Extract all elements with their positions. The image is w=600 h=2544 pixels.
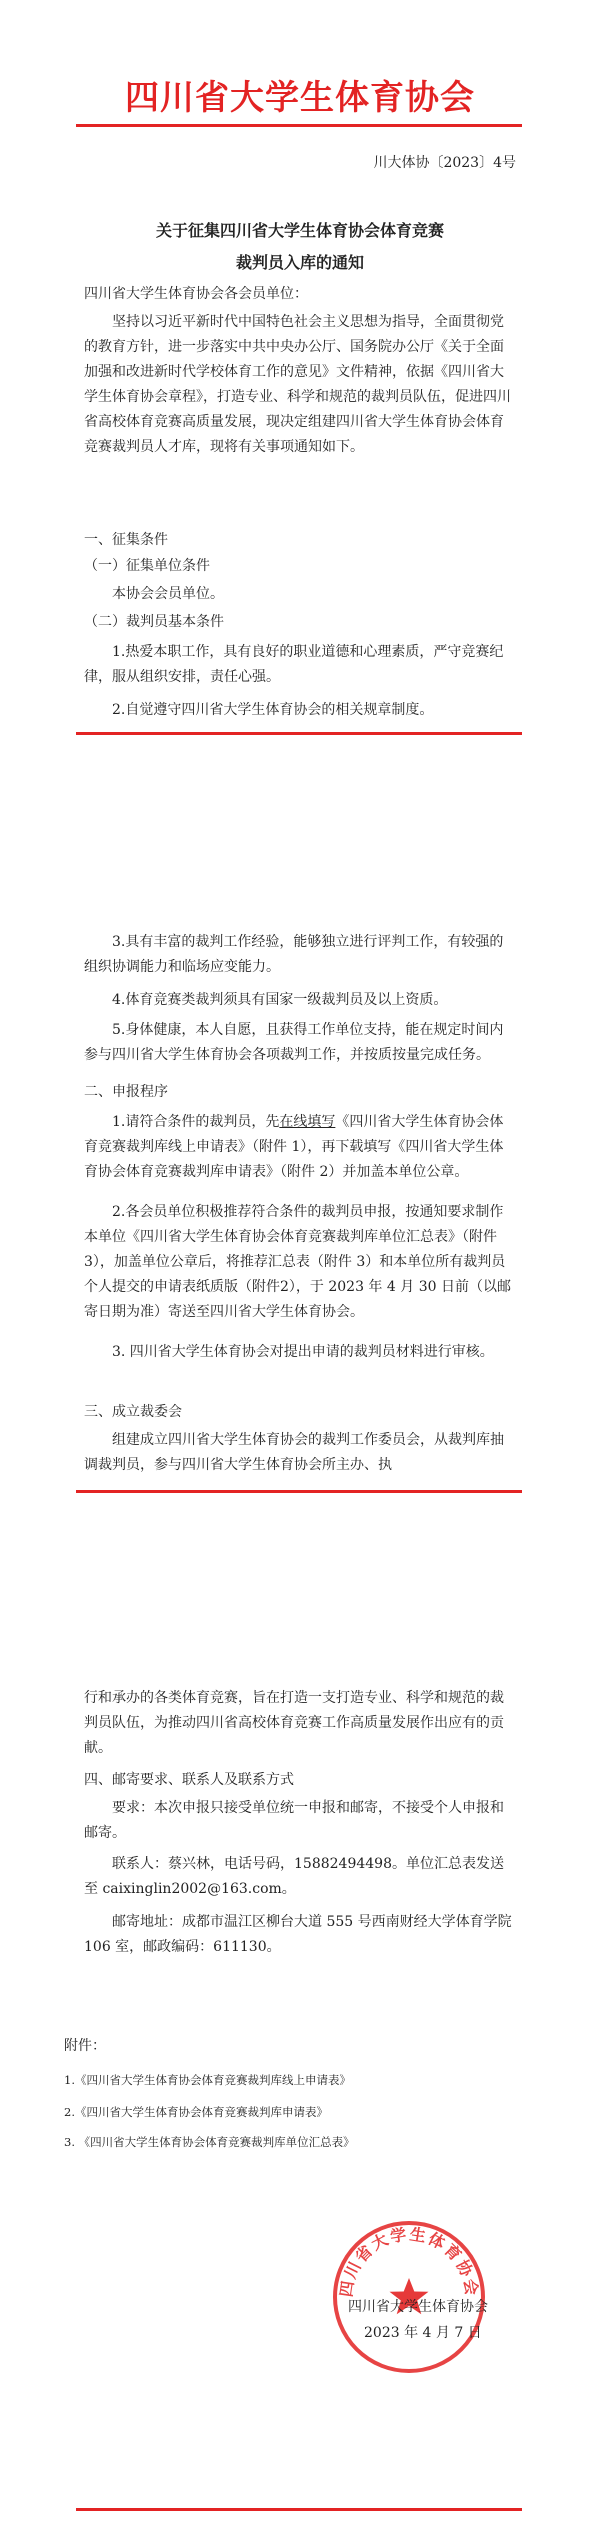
section2-item1-pre: 1.请符合条件的裁判员，先 <box>112 1114 280 1130</box>
page-break-rule-2 <box>76 1490 522 1493</box>
online-fill-link: 在线填写 <box>279 1114 336 1130</box>
svg-text:四川省大学生体育协会: 四川省大学生体育协会 <box>336 2224 482 2299</box>
section4-heading: 四、邮寄要求、联系人及联系方式 <box>84 1772 294 1788</box>
section2-heading: 二、申报程序 <box>84 1084 168 1100</box>
section1-heading: 一、征集条件 <box>84 532 168 548</box>
document-number: 川大体协〔2023〕4号 <box>373 155 516 171</box>
section1-item1: 1.热爱本职工作，具有良好的职业道德和心理素质，严守竞赛纪律，服从组织安排，责任心强。 <box>84 644 504 685</box>
page-title: 四川省大学生体育协会 <box>125 78 475 118</box>
section3-heading: 三、成立裁委会 <box>84 1404 182 1420</box>
notice-title-line1: 关于征集四川省大学生体育协会体育竞赛 <box>155 221 444 240</box>
section3-text-part1: 组建成立四川省大学生体育协会的裁判工作委员会，从裁判库抽调裁判员，参与四川省大学生体育协会所主办、执 <box>84 1432 504 1473</box>
attachment-item-2: 2.《四川省大学生体育协会体育竞赛裁判库申请表》 <box>64 2105 328 2119</box>
attachments-heading: 附件： <box>64 2038 106 2054</box>
signature-org: 四川省大学生体育协会 <box>348 2299 488 2315</box>
section2-item3: 3. 四川省大学生体育协会对提出申请的裁判员材料进行审核。 <box>112 1344 494 1360</box>
section1-item4: 4.体育竞赛类裁判须具有国家一级裁判员及以上资质。 <box>112 992 448 1008</box>
section4-requirement: 要求：本次申报只接受单位统一申报和邮寄，不接受个人申报和邮寄。 <box>84 1800 504 1841</box>
section1-item3: 3.具有丰富的裁判工作经验，能够独立进行评判工作，有较强的组织协调能力和临场应变能力。 <box>84 934 504 975</box>
attachment-item-3: 3. 《四川省大学生体育协会体育竞赛裁判库单位汇总表》 <box>64 2135 355 2149</box>
section1-item5: 5.身体健康，本人自愿，且获得工作单位支持，能在规定时间内参与四川省大学生体育协会各项裁判工作，并按质按量完成任务。 <box>84 1022 504 1063</box>
section4-contact: 联系人：蔡兴林，电话号码，15882494498。单位汇总表发送至 caixinglin2002@163.com。 <box>84 1856 504 1897</box>
section2-item2: 2.各会员单位积极推荐符合条件的裁判员申报，按通知要求制作本单位《四川省大学生体育协会体育竞赛裁判库单位汇总表》（附件3），加盖单位公章后，将推荐汇总表（附件 3）和本单位所有裁判员个人提交的申请表纸质版（附件2），于 2023 年 4 月 30 日前（以邮寄日期为准）寄送至四川省大学生体育协会。 <box>84 1204 511 1320</box>
section1-sub2-heading: （二）裁判员基本条件 <box>84 614 224 630</box>
footer-red-rule <box>76 2508 522 2511</box>
section1-sub1-text: 本协会会员单位。 <box>112 586 224 602</box>
attachment-item-1: 1.《四川省大学生体育协会体育竞赛裁判库线上申请表》 <box>64 2073 351 2087</box>
section2-item1-post: 《四川省大学生体育协会体育竞赛裁判库线上申请表》（附件 1），再下载填写《四川省大学生体育协会体育竞赛裁判库申请表》（附件 2）并加盖本单位公章。 <box>84 1114 504 1180</box>
signature-date: 2023 年 4 月 7 日 <box>364 2325 482 2341</box>
header-red-rule <box>76 124 522 127</box>
section2-item1 <box>84 1110 516 1185</box>
section3-text-part2: 行和承办的各类体育竞赛，旨在打造一支打造专业、科学和规范的裁判员队伍，为推动四川省高校体育竞赛工作高质量发展作出应有的贡献。 <box>84 1690 504 1756</box>
section4-address: 邮寄地址：成都市温江区柳台大道 555 号西南财经大学体育学院 106 室，邮政编码：611130。 <box>84 1914 512 1955</box>
section1-sub1-heading: （一）征集单位条件 <box>84 558 210 574</box>
addressee: 四川省大学生体育协会各会员单位： <box>84 286 308 302</box>
notice-title-line2: 裁判员入库的通知 <box>235 253 364 272</box>
section1-item2: 2.自觉遵守四川省大学生体育协会的相关规章制度。 <box>112 702 434 718</box>
intro-paragraph: 坚持以习近平新时代中国特色社会主义思想为指导，全面贯彻党的教育方针，进一步落实中共中央办公厅、国务院办公厅《关于全面加强和改进新时代学校体育工作的意见》文件精神，依据《四川省大学生体育协会章程》，打造专业、科学和规范的裁判员队伍，促进四川省高校体育竞赛高质量发展，现决定组建四川省大学生体育协会体育竞赛裁判员人才库，现将有关事项通知如下。 <box>84 314 511 455</box>
page-break-rule <box>76 732 522 735</box>
